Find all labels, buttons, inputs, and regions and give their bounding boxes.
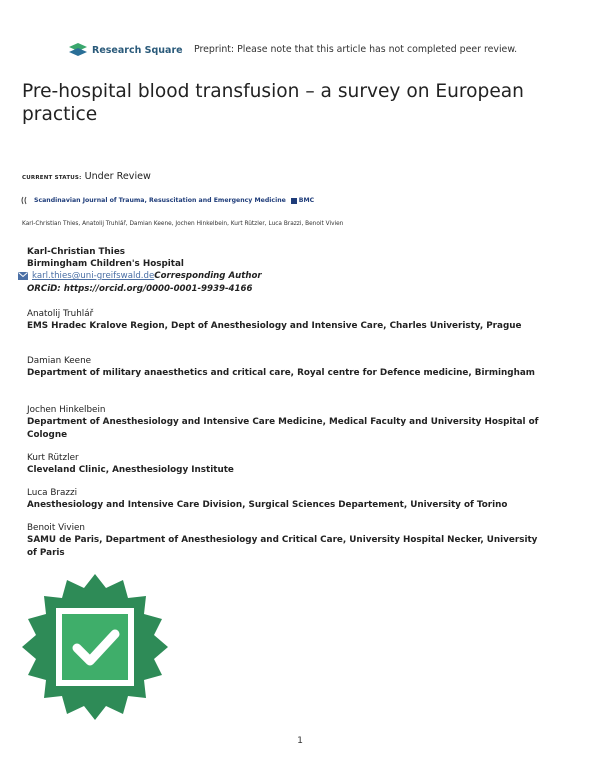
author-institution: Anesthesiology and Intensive Care Division, Surgical Sciences Departement, University of Torino <box>27 500 508 511</box>
journal-line[interactable] <box>21 196 314 205</box>
affiliation-block <box>27 355 557 380</box>
author-institution: Birmingham Children's Hospital <box>27 259 184 270</box>
email-link[interactable]: karl.thies@uni-greifswald.de <box>32 271 155 281</box>
under-review-badge-icon <box>22 574 168 720</box>
author-name: Jochen Hinkelbein <box>27 405 106 415</box>
research-square-logo-icon <box>68 42 88 58</box>
preprint-note: Preprint: Please note that this article has not completed peer review. <box>194 44 518 55</box>
publisher-logo <box>291 197 314 204</box>
corresponding-author-label: Corresponding Author <box>154 271 262 281</box>
email-icon <box>18 272 28 280</box>
orcid[interactable]: ORCiD: https://orcid.org/0000-0001-9939-4166 <box>27 284 253 294</box>
affiliation-block <box>27 404 557 441</box>
current-status <box>22 171 151 182</box>
status-value: Under Review <box>84 171 151 182</box>
author-name: Kurt Rützler <box>27 453 79 463</box>
author-name: Karl-Christian Thies <box>27 247 126 257</box>
affiliation-block <box>27 522 547 559</box>
journal-icon <box>21 196 29 205</box>
author-name: Luca Brazzi <box>27 488 78 498</box>
logo-text: Research Square <box>92 44 183 56</box>
author-institution: SAMU de Paris, Department of Anesthesiology and Critical Care, University Hospital Necker, University of Paris <box>27 535 538 558</box>
corresponding-author-block <box>27 246 184 271</box>
research-square-logo[interactable] <box>68 42 183 58</box>
page-title: Pre-hospital blood transfusion – a survey on European practice <box>22 81 524 125</box>
author-institution: EMS Hradec Kralove Region, Dept of Anesthesiology and Intensive Care, Charles Univeristy, Prague <box>27 321 522 332</box>
publisher-name: BMC <box>298 197 315 204</box>
author-name: Damian Keene <box>27 356 92 366</box>
affiliation-block <box>27 452 567 477</box>
journal-name[interactable]: Scandinavian Journal of Trauma, Resuscitation and Emergency Medicine <box>34 197 286 204</box>
page-number: 1 <box>297 735 303 746</box>
affiliation-block <box>27 487 572 512</box>
author-institution: Department of military anaesthetics and critical care, Royal centre for Defence medicine, Birmingham <box>27 368 535 379</box>
author-name: Anatolij Truhlář <box>27 309 94 319</box>
author-name: Benoit Vivien <box>27 523 86 533</box>
email-row <box>18 271 262 281</box>
bmc-icon <box>291 198 297 204</box>
author-institution: Department of Anesthesiology and Intensive Care Medicine, Medical Faculty and University Hospital of Cologne <box>27 417 539 440</box>
status-label: CURRENT STATUS: <box>22 175 82 181</box>
affiliation-block <box>27 308 567 333</box>
author-institution: Cleveland Clinic, Anesthesiology Institute <box>27 465 234 476</box>
authors-line: Karl-Christian Thies, Anatolij Truhlář, Damian Keene, Jochen Hinkelbein, Kurt Rützler, Luca Brazzi, Benoit Vivien <box>22 221 344 227</box>
